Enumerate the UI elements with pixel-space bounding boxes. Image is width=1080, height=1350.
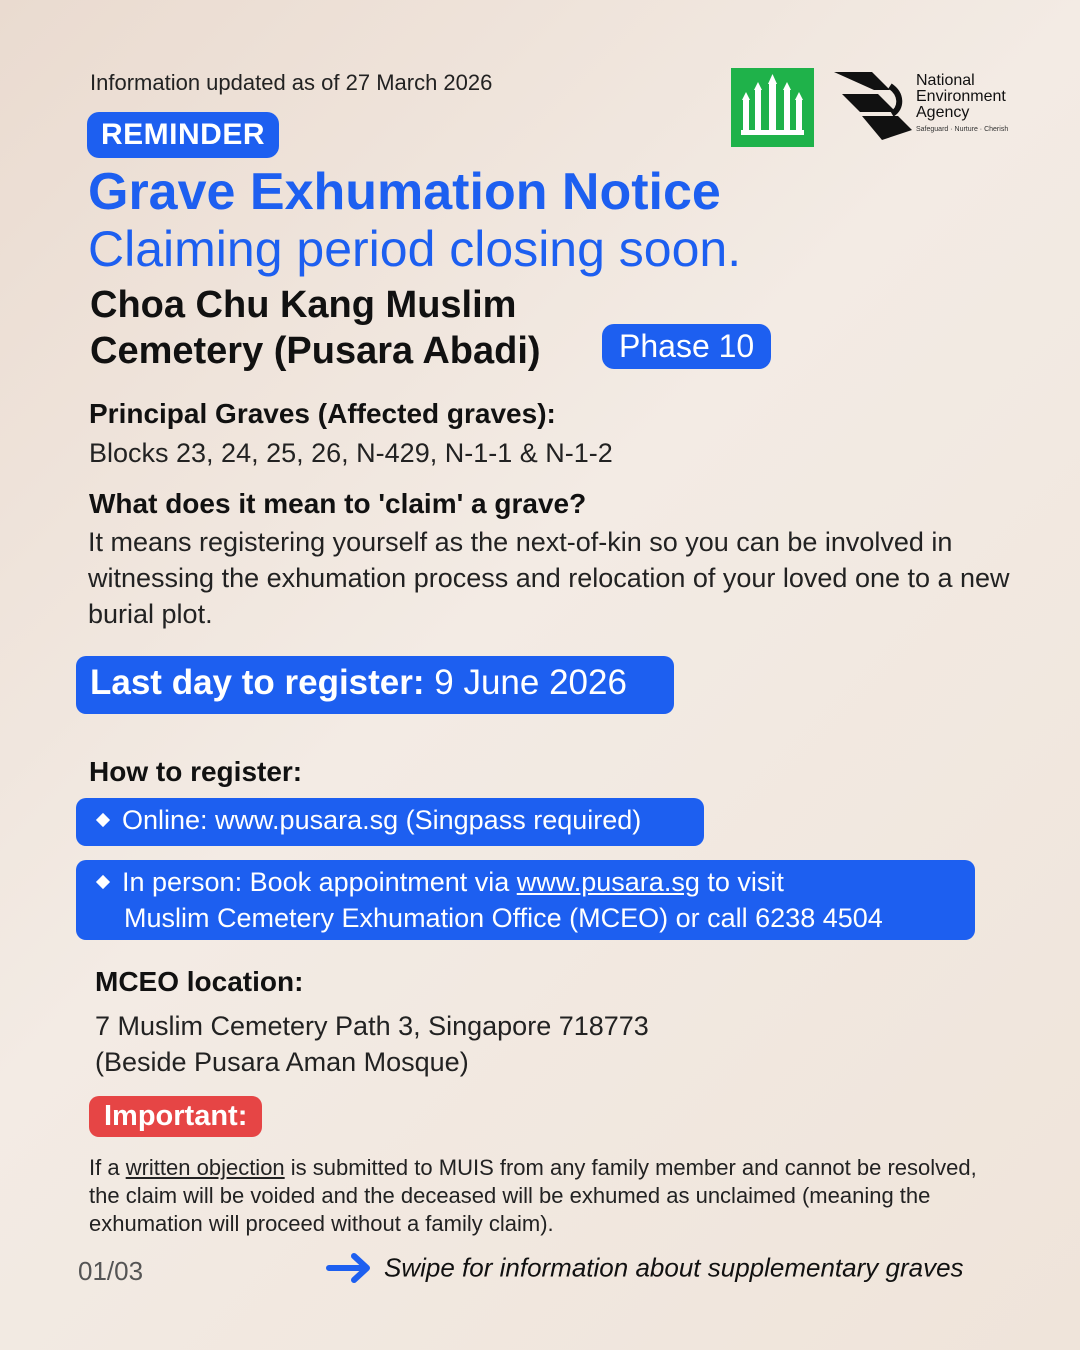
deadline-label: Last day to register: <box>90 663 425 702</box>
swipe-text: Swipe for information about supplementary graves <box>384 1252 964 1283</box>
objection-notice <box>89 1154 1009 1238</box>
nea-line2: Environment <box>916 88 1006 105</box>
mosque-pillars-icon <box>731 68 814 147</box>
claim-explanation: It means registering yourself as the next-of-kin so you can be involved in witnessing the exhumation process and relocation of your loved one to a new burial plot. <box>88 527 1010 629</box>
written-objection-term: written objection <box>125 1155 285 1180</box>
mceo-location <box>95 1008 649 1080</box>
register-inperson-option <box>76 860 975 940</box>
inperson-text-a: In person: Book appointment via <box>122 867 517 897</box>
nea-emblem-icon <box>832 68 912 143</box>
claim-heading: What does it mean to 'claim' a grave? <box>89 488 587 519</box>
swipe-hint[interactable] <box>326 1252 964 1284</box>
reminder-badge: REMINDER <box>87 112 279 158</box>
mceo-note: (Beside Pusara Aman Mosque) <box>95 1047 469 1077</box>
page-subtitle: Claiming period closing soon. <box>88 221 742 277</box>
inperson-line2: Muslim Cemetery Exhumation Office (MCEO) or call 6238 4504 <box>124 903 883 933</box>
cemetery-line1: Choa Chu Kang Muslim <box>90 284 517 326</box>
nea-logo <box>832 68 1032 143</box>
inperson-text-b: to visit <box>699 867 784 897</box>
pusara-link[interactable]: www.pusara.sg <box>516 867 700 897</box>
objection-text-a: If a <box>89 1155 126 1180</box>
principal-heading: Principal Graves (Affected graves): <box>89 398 556 429</box>
nea-tagline: Safeguard · Nurture · Cherish <box>916 126 1009 133</box>
mceo-heading: MCEO location: <box>95 966 304 997</box>
nea-name <box>916 73 1006 121</box>
cemetery-line2: Cemetery (Pusara Abadi) <box>90 330 541 372</box>
nea-line1: National <box>916 72 975 89</box>
diamond-bullet-icon <box>96 813 110 827</box>
muis-logo <box>731 68 814 147</box>
mceo-address: 7 Muslim Cemetery Path 3, Singapore 718773 <box>95 1011 649 1041</box>
register-online-option <box>76 798 704 846</box>
nea-line3: Agency <box>916 104 970 121</box>
register-online-text: Online: www.pusara.sg (Singpass required) <box>122 805 642 835</box>
important-badge: Important: <box>89 1096 262 1137</box>
deadline-banner <box>76 656 674 714</box>
phase-badge: Phase 10 <box>602 324 771 369</box>
deadline-date: 9 June 2026 <box>434 663 627 702</box>
arrow-right-icon <box>326 1252 372 1284</box>
updated-date: Information updated as of 27 March 2026 <box>90 70 493 95</box>
affected-blocks: Blocks 23, 24, 25, 26, N-429, N-1-1 & N-1-2 <box>89 438 613 468</box>
page-indicator: 01/03 <box>78 1256 144 1286</box>
register-heading: How to register: <box>89 756 303 787</box>
page-title: Grave Exhumation Notice <box>88 163 721 221</box>
diamond-bullet-icon <box>96 875 110 889</box>
cemetery-name <box>90 282 541 374</box>
objection-text-b: is submitted to MUIS from any family member and cannot be resolved, the claim will be voided and the deceased will be exhumed as unclaimed (meaning the exhumation will proceed without a family claim). <box>89 1155 977 1236</box>
